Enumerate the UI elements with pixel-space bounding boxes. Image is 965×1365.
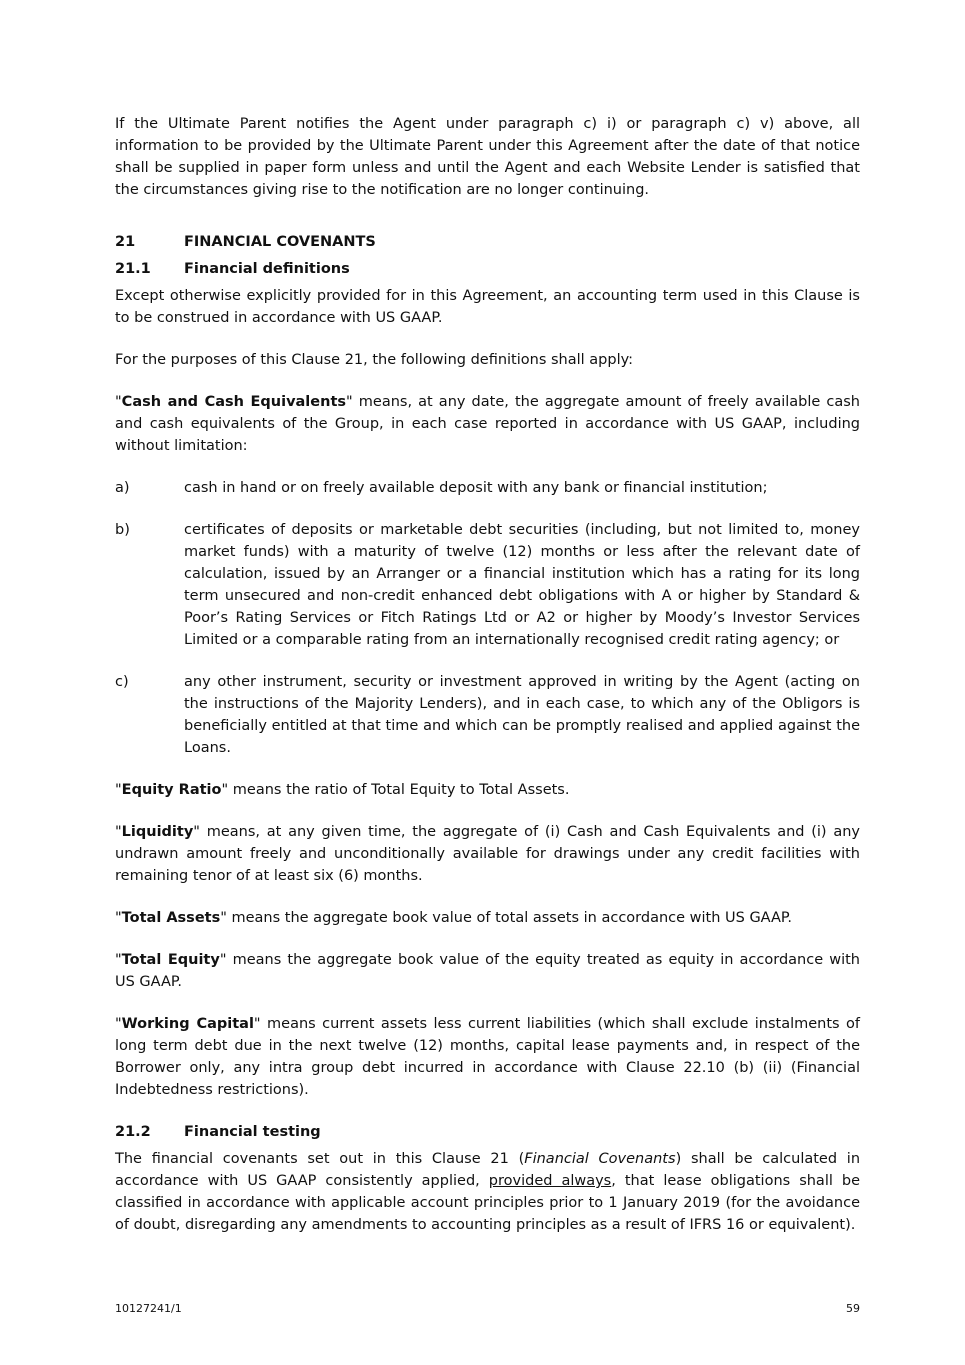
list-item-a (115, 477, 860, 499)
list-item-text: any other instrument, security or investment approved in writing by the Agent (acting on the instructions of the Majority Lenders), and in each case, to which any of the Obligors is beneficially entitled at that time and which can be promptly realised and applied against the Loans. (184, 674, 860, 756)
quote-mark: " (115, 910, 122, 926)
testing-italic-reference: Financial Covenants (524, 1151, 676, 1167)
definition-working-capital (115, 1013, 860, 1101)
definition-total-equity (115, 949, 860, 993)
definition-text: " means the aggregate book value of total assets in accordance with US GAAP. (220, 910, 793, 926)
accounting-term-paragraph: Except otherwise explicitly provided for in this Agreement, an accounting term used in this Clause is to be construed in accordance with US GAAP. (115, 288, 860, 326)
list-item-label: b) (115, 522, 130, 538)
defined-term: Total Equity (121, 952, 220, 968)
subsection-heading-21-1 (115, 258, 860, 285)
list-item-text: certificates of deposits or marketable debt securities (including, but not limited to, money market funds) with a maturity of twelve (12) months or less after the relevant date of calculation, issued by an Arranger or a financial institution which has a rating for its long term unsecured and non-credit enhanced debt obligations with A or higher by Standard & Poor’s Rating Services or Fitch Ratings Ltd or A2 or higher by Moody’s Investor Services Limited or a comparable rating from an internationally recognised credit rating agency; or (184, 522, 860, 648)
purposes-paragraph: For the purposes of this Clause 21, the following definitions shall apply: (115, 352, 634, 368)
testing-text-part2: ) shall be calculated in accordance with US GAAP consistently applied, (115, 1151, 861, 1189)
subsection-number: 21.1 (115, 261, 151, 277)
section-heading-21 (115, 231, 860, 258)
definition-text: " means the aggregate book value of the equity treated as equity in accordance with US GAAP. (115, 952, 860, 990)
quote-mark: " (115, 952, 122, 968)
page-number: 59 (846, 1302, 860, 1315)
document-page (115, 113, 860, 1236)
defined-term: Total Assets (121, 910, 221, 926)
testing-text-part1: The financial covenants set out in this Clause 21 ( (115, 1151, 525, 1167)
definition-equity-ratio (115, 779, 860, 801)
list-item-label: a) (115, 480, 130, 496)
definition-text: " means, at any given time, the aggregate of (i) Cash and Cash Equivalents and (i) any undrawn amount freely and unconditionally available for drawings under any credit facilities with remaining tenor of at least six (6) months. (115, 824, 860, 884)
subsection-title: Financial definitions (184, 261, 350, 277)
section-title: FINANCIAL COVENANTS (184, 234, 376, 250)
section-number: 21 (115, 234, 136, 250)
list-item-label: c) (115, 674, 129, 690)
list-item-c (115, 671, 860, 759)
quote-mark: " (115, 782, 122, 798)
testing-underlined-phrase: provided always (488, 1173, 612, 1189)
page-footer (115, 1302, 860, 1315)
subsection-title: Financial testing (184, 1124, 321, 1140)
defined-term: Working Capital (121, 1016, 254, 1032)
testing-text-part3: , that lease obligations shall be classified in accordance with applicable account principles prior to 1 January 2019 (for the avoidance of doubt, disregarding any amendments to accounting principles as a result of IFRS 16 or equivalent). (115, 1173, 861, 1233)
definition-text: " means the ratio of Total Equity to Total Assets. (221, 782, 570, 798)
financial-testing-paragraph (115, 1148, 860, 1236)
intro-paragraph: If the Ultimate Parent notifies the Agent under paragraph c) i) or paragraph c) v) above, all information to be provided by the Ultimate Parent under this Agreement after the date of that notice shall be supplied in paper form unless and until the Agent and each Website Lender is satisfied that the circumstances giving rise to the notification are no longer continuing. (115, 116, 860, 198)
definition-liquidity (115, 821, 860, 887)
definition-text: " means, at any date, the aggregate amount of freely available cash and cash equivalents of the Group, in each case reported in accordance with US GAAP, including without limitation: (115, 394, 860, 454)
document-reference: 10127241/1 (115, 1302, 182, 1315)
defined-term: Liquidity (121, 824, 194, 840)
subsection-number: 21.2 (115, 1124, 151, 1140)
list-item-text: cash in hand or on freely available deposit with any bank or financial institution; (184, 480, 768, 496)
quote-mark: " (115, 1016, 122, 1032)
definition-cash-and-cash-equivalents (115, 391, 860, 457)
list-item-b (115, 519, 860, 651)
quote-mark: " (115, 394, 122, 410)
definition-total-assets (115, 907, 860, 929)
quote-mark: " (115, 824, 122, 840)
subsection-heading-21-2 (115, 1121, 860, 1148)
defined-term: Equity Ratio (121, 782, 222, 798)
defined-term: Cash and Cash Equivalents (121, 394, 347, 410)
definition-text: " means current assets less current liabilities (which shall exclude instalments of long term debt due in the next twelve (12) months, capital lease payments and, in respect of the Borrower only, any intra group debt incurred in accordance with Clause 22.10 (b) (ii) (Financial Indebtedness restrictions). (115, 1016, 860, 1098)
